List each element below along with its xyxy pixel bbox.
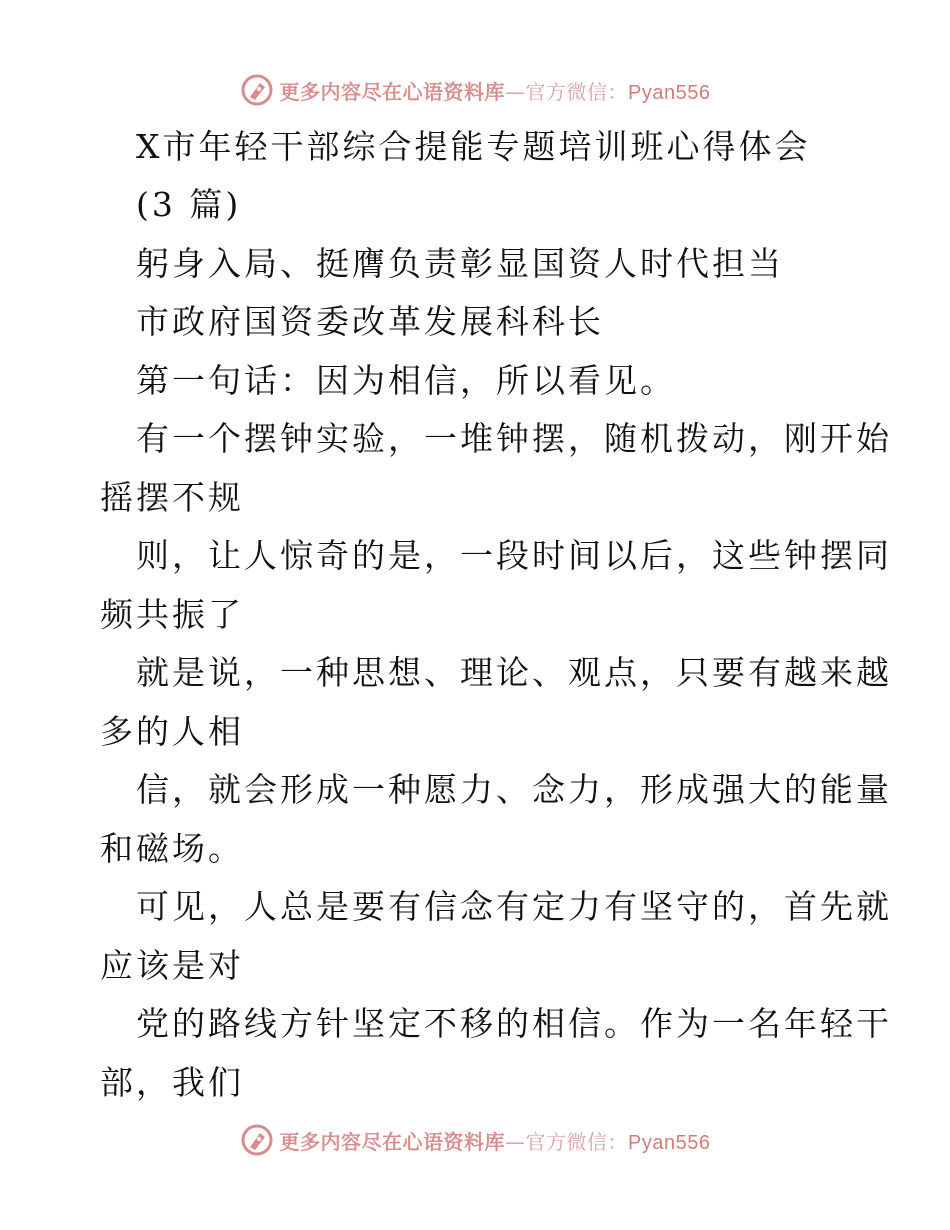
doc-paragraph-line: 党的路线方针坚定不移的相信。作为一名年轻干 [136, 1004, 892, 1043]
watermark-separator: — [505, 1129, 526, 1154]
doc-paragraph-line: 频共振了 [100, 595, 244, 634]
doc-paragraph-line: 则，让人惊奇的是，一段时间以后，这些钟摆同 [136, 536, 892, 575]
doc-author-position: 市政府国资委改革发展科科长 [136, 302, 604, 341]
doc-paragraph-line: 和磁场。 [100, 829, 244, 868]
doc-paragraph-line: 应该是对 [100, 946, 244, 985]
watermark-wechat-id: Pyan556 [628, 1131, 711, 1154]
doc-paragraph-line: 有一个摆钟实验，一堆钟摆，随机拨动，刚开始 [136, 419, 892, 458]
pen-nib-logo-icon [240, 73, 274, 107]
watermark-main-text: 更多内容尽在心语资料库 [279, 1129, 506, 1154]
watermark-main-text: 更多内容尽在心语资料库 [279, 79, 506, 104]
header-watermark [0, 70, 950, 110]
watermark-wechat-id: Pyan556 [628, 81, 711, 104]
watermark-separator: — [505, 79, 526, 104]
doc-paragraph-line: 第一句话：因为相信，所以看见。 [136, 361, 676, 400]
doc-subtitle: 躬身入局、挺膺负责彰显国资人时代担当 [136, 244, 784, 283]
doc-title-line-1: X市年轻干部综合提能专题培训班心得体会 [136, 127, 811, 166]
doc-title-line-2: (3 篇) [136, 185, 242, 224]
watermark-wechat-label: 官方微信： [525, 1129, 629, 1154]
doc-paragraph-line: 信，就会形成一种愿力、念力，形成强大的能量 [136, 770, 892, 809]
doc-paragraph-line: 多的人相 [100, 712, 244, 751]
watermark-wechat-label: 官方微信： [525, 79, 629, 104]
doc-paragraph-line: 可见，人总是要有信念有定力有坚守的，首先就 [136, 887, 892, 926]
footer-watermark [0, 1120, 950, 1160]
doc-paragraph-line: 摇摆不规 [100, 478, 244, 517]
watermark-text [280, 1126, 711, 1155]
doc-paragraph-line: 就是说，一种思想、理论、观点，只要有越来越 [136, 653, 892, 692]
watermark-text [280, 76, 711, 105]
pen-nib-logo-icon [240, 1123, 274, 1157]
doc-paragraph-line: 部，我们 [100, 1063, 244, 1102]
